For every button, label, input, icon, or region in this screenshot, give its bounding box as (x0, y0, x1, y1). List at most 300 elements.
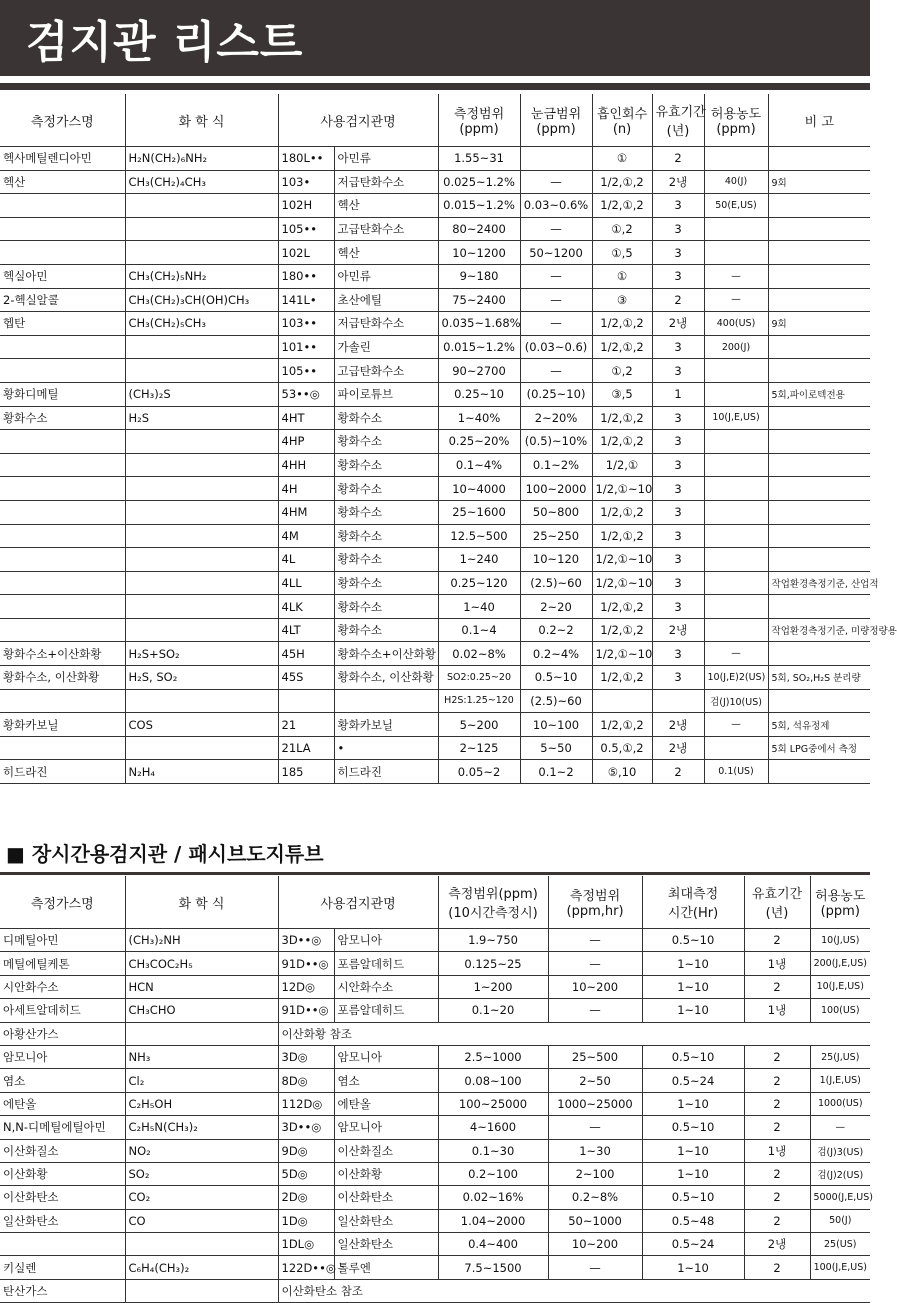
table2-header-cell: 측정가스명 (0, 876, 125, 929)
formula-cell (125, 241, 278, 265)
max-time-cell: 0.5~24 (642, 1069, 744, 1092)
shelf-life-cell: 3 (652, 406, 704, 430)
tube-name-cell: 헥산 (334, 194, 438, 218)
range-cell: 0.125~25 (438, 952, 548, 975)
tube-code-cell: 45H (278, 642, 334, 666)
tube-name-cell: 헥산 (334, 241, 438, 265)
remarks-cell (768, 359, 870, 383)
range-cell: 90~2700 (438, 359, 520, 383)
max-time-cell: 1~10 (642, 1256, 744, 1279)
strokes-cell: 1/2,①,2 (592, 312, 652, 336)
shelf-life-cell: 3 (652, 430, 704, 454)
tube-name-cell: 저급탄화수소 (334, 312, 438, 336)
tube-code-cell: 4M (278, 524, 334, 548)
remarks-cell (768, 500, 870, 524)
tlv-cell: 5000(J,E,US) (810, 1186, 870, 1209)
formula-cell: CH₃(CH₂)₄CH₃ (125, 170, 278, 194)
tube-code-cell: 112D◎ (278, 1092, 334, 1115)
shelf-life-cell: 3 (652, 477, 704, 501)
tube-name-cell: 황화수소 (334, 406, 438, 430)
formula-cell: SO₂ (125, 1162, 278, 1185)
range-cell: 10~4000 (438, 477, 520, 501)
remarks-cell (768, 524, 870, 548)
remarks-cell (768, 288, 870, 312)
range-cell: 0.02~8% (438, 642, 520, 666)
range-cell: 2~125 (438, 736, 520, 760)
table-row (0, 264, 870, 288)
scale-range-cell: 5~50 (520, 736, 592, 760)
tube-code-cell: 1D◎ (278, 1209, 334, 1232)
tlv-cell: — (810, 1116, 870, 1139)
table1-header-row (0, 94, 870, 147)
strokes-cell: 1/2,①,2 (592, 430, 652, 454)
scale-range-cell: 0.2~4% (520, 642, 592, 666)
range-cell: 0.1~30 (438, 1139, 548, 1162)
formula-cell: NH₃ (125, 1045, 278, 1068)
tube-name-cell: 암모니아 (334, 1116, 438, 1139)
formula-cell (125, 477, 278, 501)
table-row (0, 406, 870, 430)
shelf-life-cell: 3 (652, 666, 704, 690)
range-hr-cell: 0.2~8% (548, 1186, 642, 1209)
table-row (0, 1116, 870, 1139)
tube-code-cell: 102L (278, 241, 334, 265)
formula-cell (125, 335, 278, 359)
tube-name-cell: 황화수소 (334, 453, 438, 477)
tlv-cell: 400(US) (704, 312, 768, 336)
tube-code-cell: 4LK (278, 595, 334, 619)
shelf-life-cell: 3 (652, 335, 704, 359)
tube-code-cell: 4LT (278, 618, 334, 642)
long-term-tube-table (0, 876, 873, 1303)
gas-name-cell (0, 736, 125, 760)
formula-cell (125, 217, 278, 241)
shelf-life-cell: 3 (652, 264, 704, 288)
shelf-life-cell: 2 (744, 1092, 810, 1115)
shelf-life-cell: 2 (744, 1162, 810, 1185)
table1-header-cell: 화 학 식 (125, 94, 278, 147)
tube-code-cell: 2D◎ (278, 1186, 334, 1209)
gas-name-cell (0, 524, 125, 548)
range-cell: 1~200 (438, 975, 548, 998)
table-row (0, 147, 870, 171)
remarks-cell (768, 335, 870, 359)
section2-title: ■ 장시간용검지관 / 패시브도지튜브 (6, 842, 324, 866)
formula-cell: CH₃COC₂H₅ (125, 952, 278, 975)
range-cell: 0.025~1.2% (438, 170, 520, 194)
table-row (0, 571, 870, 595)
gas-name-cell: 히드라진 (0, 760, 125, 784)
formula-cell (125, 453, 278, 477)
table-row (0, 1233, 870, 1256)
table-row (0, 975, 870, 998)
range-cell: 1~40 (438, 595, 520, 619)
strokes-cell: 1/2,①,2 (592, 666, 652, 690)
range-cell: 0.2~100 (438, 1162, 548, 1185)
gas-name-cell (0, 689, 125, 713)
formula-cell: C₂H₅OH (125, 1092, 278, 1115)
tube-name-cell: 황화수소 (334, 500, 438, 524)
scale-range-cell: 2~20% (520, 406, 592, 430)
tlv-cell (704, 548, 768, 572)
gas-name-cell: 이산화황 (0, 1162, 125, 1185)
shelf-life-cell: 2 (744, 1069, 810, 1092)
max-time-cell: 0.5~10 (642, 1186, 744, 1209)
scale-range-cell: (0.5)~10% (520, 430, 592, 454)
scale-range-cell: — (520, 170, 592, 194)
tube-code-cell: 4HH (278, 453, 334, 477)
max-time-cell: 1~10 (642, 999, 744, 1022)
formula-cell: H₂S+SO₂ (125, 642, 278, 666)
table-row (0, 1022, 870, 1045)
strokes-cell: 1/2,①~10 (592, 548, 652, 572)
table-row (0, 929, 870, 952)
strokes-cell: 1/2,①,2 (592, 595, 652, 619)
tlv-cell (704, 618, 768, 642)
table-row (0, 1209, 870, 1232)
gas-name-cell: 메틸에틸케톤 (0, 952, 125, 975)
gas-name-cell: 일산화탄소 (0, 1209, 125, 1232)
shelf-life-cell: 2 (744, 975, 810, 998)
tube-name-cell: 고급탄화수소 (334, 359, 438, 383)
gas-name-cell: 탄산가스 (0, 1279, 125, 1302)
strokes-cell: 1/2,①~10 (592, 642, 652, 666)
strokes-cell: 1/2,①,2 (592, 500, 652, 524)
remarks-cell (768, 642, 870, 666)
remarks-cell: 작업환경측정기준, 미량정량용 (768, 618, 870, 642)
tlv-cell (704, 217, 768, 241)
tube-code-cell: 3D◎ (278, 1045, 334, 1068)
tube-code-cell: 91D••◎ (278, 952, 334, 975)
range-cell: 1~40% (438, 406, 520, 430)
gas-name-cell: 헥실아민 (0, 264, 125, 288)
tlv-cell: 50(J) (810, 1209, 870, 1232)
range-hr-cell: — (548, 1116, 642, 1139)
tube-name-cell: 황화수소 (334, 524, 438, 548)
table-row (0, 382, 870, 406)
gas-name-cell: 에탄올 (0, 1092, 125, 1115)
shelf-life-cell: 2 (744, 1209, 810, 1232)
remarks-cell (768, 217, 870, 241)
remarks-cell: 5회, 석유정제 (768, 713, 870, 737)
detector-tube-table (0, 94, 897, 784)
gas-name-cell: 황화디메틸 (0, 382, 125, 406)
range-hr-cell: 10~200 (548, 975, 642, 998)
formula-cell (125, 571, 278, 595)
shelf-life-cell: 3 (652, 524, 704, 548)
shelf-life-cell: 3 (652, 241, 704, 265)
remarks-cell: 5회 LPG중에서 측정 (768, 736, 870, 760)
shelf-life-cell: 2냉 (652, 618, 704, 642)
tlv-cell (704, 595, 768, 619)
scale-range-cell: — (520, 264, 592, 288)
shelf-life-cell: 1냉 (744, 952, 810, 975)
table-row (0, 335, 870, 359)
table1-header-cell: 흡인회수 (n) (592, 94, 652, 147)
gas-name-cell: 이산화탄소 (0, 1186, 125, 1209)
table-row (0, 1069, 870, 1092)
formula-cell (125, 194, 278, 218)
tube-name-cell: 황화수소 (334, 571, 438, 595)
range-cell: 10~1200 (438, 241, 520, 265)
scale-range-cell: 0.5~10 (520, 666, 592, 690)
title-rule (0, 83, 870, 90)
table-row (0, 548, 870, 572)
shelf-life-cell: 2 (744, 1045, 810, 1068)
scale-range-cell: 50~800 (520, 500, 592, 524)
gas-name-cell: 황화수소, 이산화황 (0, 666, 125, 690)
gas-name-cell (0, 359, 125, 383)
range-cell: 7.5~1500 (438, 1256, 548, 1279)
max-time-cell: 0.5~10 (642, 929, 744, 952)
gas-name-cell: 아세트알데히드 (0, 999, 125, 1022)
formula-cell (125, 1279, 278, 1302)
table2-header-row (0, 876, 870, 929)
section2-rule (0, 872, 870, 875)
tube-name-cell: 히드라진 (334, 760, 438, 784)
remarks-cell (768, 194, 870, 218)
formula-cell: Cl₂ (125, 1069, 278, 1092)
tlv-cell (704, 571, 768, 595)
formula-cell (125, 618, 278, 642)
tlv-cell: 검(J)10(US) (704, 689, 768, 713)
tube-code-cell: 4HM (278, 500, 334, 524)
range-cell: 0.25~10 (438, 382, 520, 406)
gas-name-cell: 이산화질소 (0, 1139, 125, 1162)
scale-range-cell: — (520, 312, 592, 336)
tlv-cell: 200(J) (704, 335, 768, 359)
table-row (0, 477, 870, 501)
tube-name-cell: • (334, 736, 438, 760)
tube-name-cell: 이산화질소 (334, 1139, 438, 1162)
table-row (0, 666, 870, 690)
scale-range-cell: (2.5)~60 (520, 689, 592, 713)
tube-name-cell: 고급탄화수소 (334, 217, 438, 241)
range-hr-cell: 25~500 (548, 1045, 642, 1068)
scale-range-cell: — (520, 217, 592, 241)
table2-header-cell: 사용검지관명 (278, 876, 438, 929)
tube-name-cell: 초산에틸 (334, 288, 438, 312)
tube-code-cell: 12D◎ (278, 975, 334, 998)
tube-code-cell: 3D••◎ (278, 929, 334, 952)
reference-cell: 이산화탄소 참조 (278, 1279, 870, 1302)
tlv-cell: 40(J) (704, 170, 768, 194)
tube-name-cell: 아민류 (334, 147, 438, 171)
max-time-cell: 1~10 (642, 1162, 744, 1185)
range-cell: 1.9~750 (438, 929, 548, 952)
tube-code-cell: 141L• (278, 288, 334, 312)
gas-name-cell: 헥산 (0, 170, 125, 194)
formula-cell: (CH₃)₂S (125, 382, 278, 406)
tube-name-cell: 시안화수소 (334, 975, 438, 998)
range-cell: 0.4~400 (438, 1233, 548, 1256)
remarks-cell: 9회 (768, 312, 870, 336)
gas-name-cell: 2-헥실알콜 (0, 288, 125, 312)
shelf-life-cell (652, 689, 704, 713)
range-cell: 5~200 (438, 713, 520, 737)
tlv-cell (704, 524, 768, 548)
tube-code-cell: 4HP (278, 430, 334, 454)
formula-cell: CO (125, 1209, 278, 1232)
strokes-cell: ③,5 (592, 382, 652, 406)
shelf-life-cell: 2 (744, 1256, 810, 1279)
strokes-cell: 1/2,①,2 (592, 524, 652, 548)
strokes-cell: ①,2 (592, 359, 652, 383)
formula-cell (125, 595, 278, 619)
table-row (0, 217, 870, 241)
tube-code-cell: 180•• (278, 264, 334, 288)
gas-name-cell (0, 1233, 125, 1256)
range-cell: 4~1600 (438, 1116, 548, 1139)
shelf-life-cell: 1 (652, 382, 704, 406)
range-hr-cell: 1~30 (548, 1139, 642, 1162)
range-cell: 9~180 (438, 264, 520, 288)
tlv-cell (704, 430, 768, 454)
tube-code-cell: 91D••◎ (278, 999, 334, 1022)
range-hr-cell: 2~50 (548, 1069, 642, 1092)
tube-code-cell: 105•• (278, 217, 334, 241)
max-time-cell: 0.5~10 (642, 1045, 744, 1068)
formula-cell (125, 736, 278, 760)
tube-name-cell: 일산화탄소 (334, 1209, 438, 1232)
formula-cell (125, 430, 278, 454)
shelf-life-cell: 1냉 (744, 1139, 810, 1162)
formula-cell: (CH₃)₂NH (125, 929, 278, 952)
title-banner (0, 0, 870, 76)
scale-range-cell: (0.03~0.6) (520, 335, 592, 359)
tlv-cell (704, 147, 768, 171)
scale-range-cell: 10~120 (520, 548, 592, 572)
gas-name-cell: 디메틸아민 (0, 929, 125, 952)
shelf-life-cell: 2 (744, 1116, 810, 1139)
shelf-life-cell: 2냉 (744, 1233, 810, 1256)
remarks-cell: 5회, SO₂,H₂S 분리량 (768, 666, 870, 690)
remarks-cell (768, 760, 870, 784)
range-cell: 0.1~4% (438, 453, 520, 477)
gas-name-cell (0, 194, 125, 218)
table2-header-cell: 허용농도 (ppm) (810, 876, 870, 929)
table-row (0, 713, 870, 737)
range-hr-cell: — (548, 1256, 642, 1279)
strokes-cell: 1/2,①,2 (592, 194, 652, 218)
range-cell: 0.02~16% (438, 1186, 548, 1209)
scale-range-cell: 10~100 (520, 713, 592, 737)
table-row (0, 760, 870, 784)
range-cell: 12.5~500 (438, 524, 520, 548)
scale-range-cell: 100~2000 (520, 477, 592, 501)
strokes-cell: 1/2,①,2 (592, 170, 652, 194)
strokes-cell: ③ (592, 288, 652, 312)
tube-name-cell: 포름알데히드 (334, 999, 438, 1022)
strokes-cell: ①,2 (592, 217, 652, 241)
tube-name-cell: 에탄올 (334, 1092, 438, 1115)
range-hr-cell: — (548, 929, 642, 952)
range-hr-cell: — (548, 952, 642, 975)
scale-range-cell: 0.1~2 (520, 760, 592, 784)
tube-code-cell: 4HT (278, 406, 334, 430)
gas-name-cell (0, 453, 125, 477)
table-row (0, 642, 870, 666)
gas-name-cell: 황화수소 (0, 406, 125, 430)
tube-code-cell: 103• (278, 170, 334, 194)
gas-name-cell (0, 335, 125, 359)
tlv-cell: 200(J,E,US) (810, 952, 870, 975)
range-cell: 0.25~120 (438, 571, 520, 595)
remarks-cell (768, 406, 870, 430)
strokes-cell: ⑤,10 (592, 760, 652, 784)
tlv-cell: — (704, 642, 768, 666)
spacer (0, 808, 870, 810)
strokes-cell: 1/2,①~10 (592, 477, 652, 501)
shelf-life-cell: 3 (652, 500, 704, 524)
range-cell: 0.015~1.2% (438, 335, 520, 359)
table1-header-cell: 유효기간 (년) (652, 94, 704, 147)
tube-code-cell: 4L (278, 548, 334, 572)
max-time-cell: 0.5~10 (642, 1116, 744, 1139)
remarks-cell (768, 689, 870, 713)
formula-cell (125, 1022, 278, 1045)
tube-name-cell: 저급탄화수소 (334, 170, 438, 194)
table-row (0, 194, 870, 218)
range-cell: 0.035~1.68% (438, 312, 520, 336)
tube-code-cell: 21 (278, 713, 334, 737)
tube-name-cell: 염소 (334, 1069, 438, 1092)
formula-cell: C₆H₄(CH₃)₂ (125, 1256, 278, 1279)
gas-name-cell: N,N-디메틸에틸아민 (0, 1116, 125, 1139)
scale-range-cell (520, 147, 592, 171)
table-row (0, 1256, 870, 1279)
table-row (0, 241, 870, 265)
tube-code-cell (278, 689, 334, 713)
tlv-cell: 1(J,E,US) (810, 1069, 870, 1092)
tube-code-cell: 8D◎ (278, 1069, 334, 1092)
tlv-cell: 25(US) (810, 1233, 870, 1256)
tube-name-cell: 일산화탄소 (334, 1233, 438, 1256)
scale-range-cell: (0.25~10) (520, 382, 592, 406)
shelf-life-cell: 2 (652, 147, 704, 171)
formula-cell: CH₃(CH₂)₃CH(OH)CH₃ (125, 288, 278, 312)
formula-cell: H₂S, SO₂ (125, 666, 278, 690)
strokes-cell: ①,5 (592, 241, 652, 265)
gas-name-cell (0, 241, 125, 265)
strokes-cell: 1/2,①,2 (592, 713, 652, 737)
remarks-cell: 9회 (768, 170, 870, 194)
gas-name-cell: 시안화수소 (0, 975, 125, 998)
range-cell: 0.05~2 (438, 760, 520, 784)
strokes-cell: ① (592, 264, 652, 288)
formula-cell: CH₃CHO (125, 999, 278, 1022)
range-cell: 1.04~2000 (438, 1209, 548, 1232)
range-cell: 75~2400 (438, 288, 520, 312)
tube-code-cell: 105•• (278, 359, 334, 383)
tube-name-cell: 아민류 (334, 264, 438, 288)
tlv-cell: 25(J,US) (810, 1045, 870, 1068)
gas-name-cell: 암모니아 (0, 1045, 125, 1068)
scale-range-cell: — (520, 359, 592, 383)
shelf-life-cell: 2 (652, 760, 704, 784)
remarks-cell (768, 241, 870, 265)
scale-range-cell: 25~250 (520, 524, 592, 548)
range-hr-cell: 50~1000 (548, 1209, 642, 1232)
strokes-cell: 1/2,①,2 (592, 406, 652, 430)
tlv-cell: — (704, 264, 768, 288)
tube-code-cell: 3D••◎ (278, 1116, 334, 1139)
range-cell: H2S:1.25~120 (438, 689, 520, 713)
table-row (0, 736, 870, 760)
formula-cell (125, 1233, 278, 1256)
table-row (0, 1162, 870, 1185)
table-row (0, 689, 870, 713)
